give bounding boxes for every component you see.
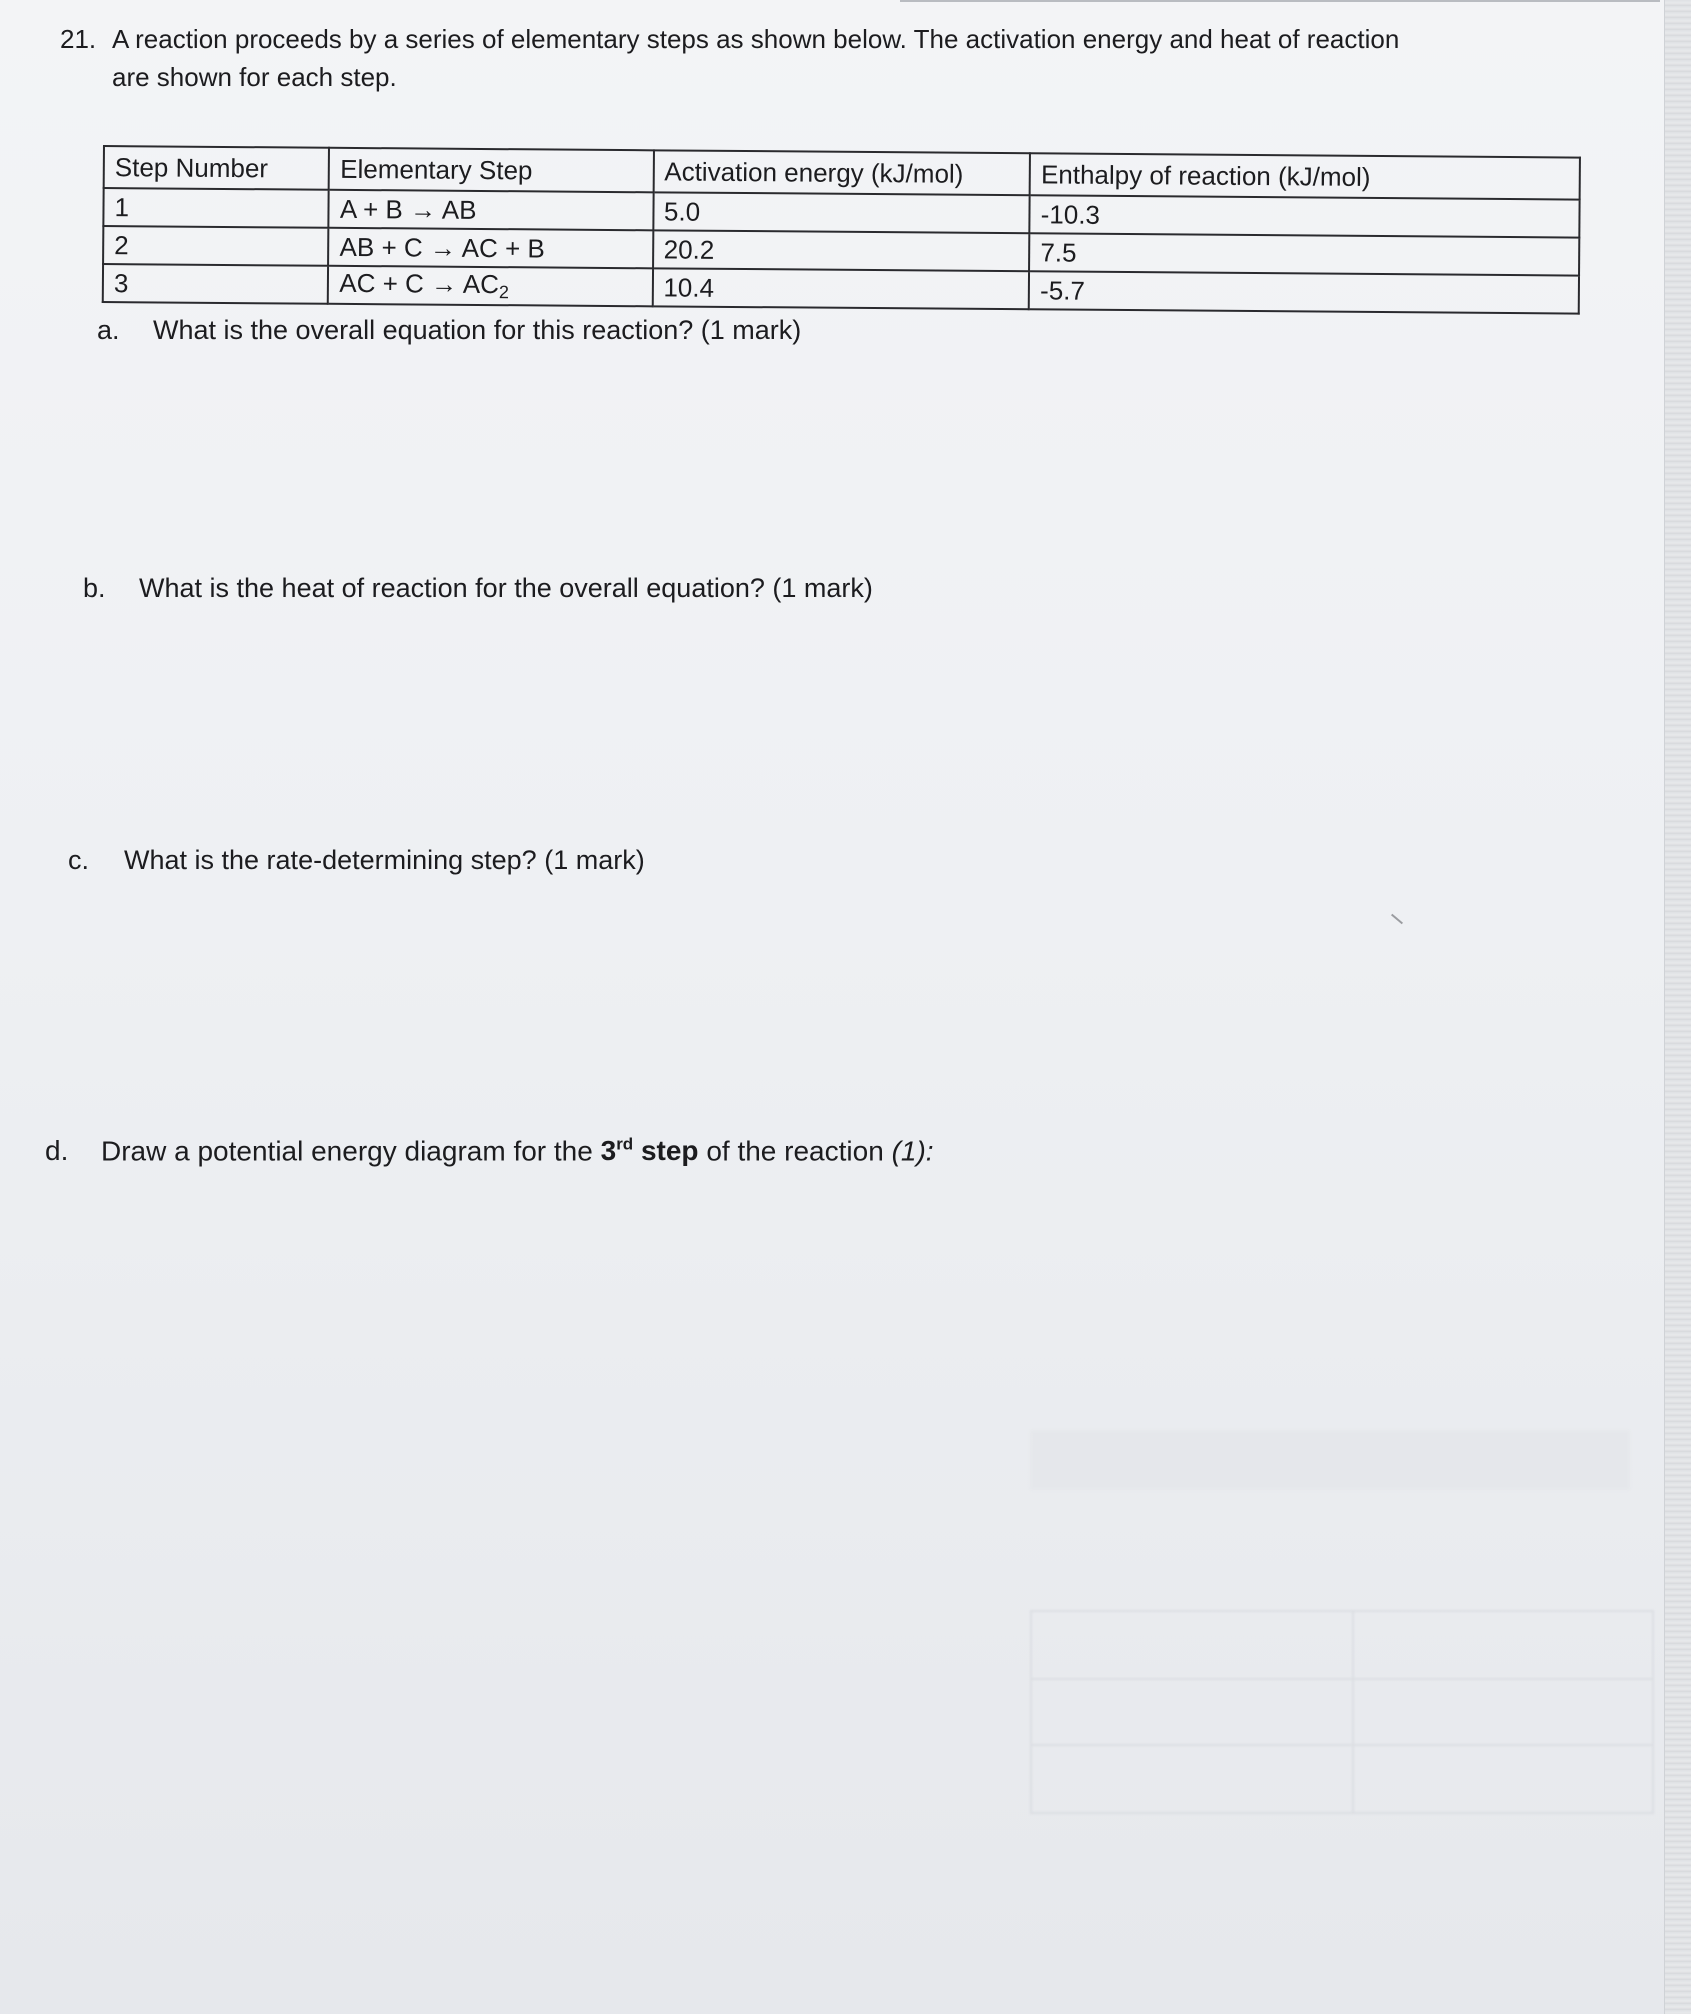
- cell-activation: 20.2: [653, 230, 1030, 271]
- part-a-letter: a.: [97, 315, 120, 345]
- cell-step: 3: [103, 264, 329, 304]
- part-c-text: What is the rate-determining step? (1 mark): [124, 845, 645, 875]
- cell-enthalpy: -10.3: [1030, 195, 1580, 237]
- header-step-number: Step Number: [104, 146, 330, 190]
- header-activation-energy: Activation energy (kJ/mol): [653, 150, 1030, 195]
- page-top-rule: [900, 0, 1660, 2]
- part-d-ordinal-number: 3: [600, 1135, 617, 1167]
- cell-step: 2: [103, 226, 329, 266]
- part-d: [45, 1127, 934, 1169]
- cell-enthalpy: 7.5: [1029, 233, 1579, 275]
- show-through-text: [1030, 1430, 1630, 1490]
- equation-subscript: 2: [498, 282, 510, 303]
- part-b: [83, 570, 873, 606]
- part-d-marks: (1):: [891, 1135, 934, 1167]
- part-c-letter: c.: [68, 845, 90, 875]
- equation-main: AC + C → AC: [339, 267, 500, 300]
- question-text-line2: are shown for each step.: [112, 62, 397, 92]
- part-a-text: What is the overall equation for this reaction? (1 mark): [153, 315, 802, 345]
- cell-equation: AB + C → AC + B: [328, 228, 652, 269]
- cell-step: 1: [103, 188, 329, 228]
- question-number: 21.: [60, 24, 97, 54]
- question-text-line1: A reaction proceeds by a series of elementary steps as shown below. The activation energy and heat of reaction: [112, 24, 1400, 54]
- cell-activation: 10.4: [652, 268, 1029, 309]
- page-edge: [1664, 0, 1691, 2014]
- show-through-table: [1030, 1610, 1654, 1814]
- header-elementary-step: Elementary Step: [329, 148, 653, 193]
- part-d-text-after: of the reaction: [698, 1135, 892, 1167]
- cell-enthalpy: -5.7: [1029, 271, 1579, 313]
- part-d-ordinal: [601, 1135, 699, 1166]
- part-c: [68, 842, 645, 878]
- part-a: [97, 312, 801, 348]
- part-d-step-word: step: [633, 1135, 699, 1167]
- cell-equation: A + B → AB: [329, 190, 653, 231]
- header-enthalpy: Enthalpy of reaction (kJ/mol): [1030, 153, 1580, 199]
- stray-pen-mark: [1391, 914, 1403, 925]
- question-21: [60, 20, 1560, 96]
- part-d-text: Draw a potential energy diagram for the: [101, 1135, 601, 1167]
- part-d-letter: d.: [45, 1135, 69, 1167]
- elementary-steps-table: [102, 145, 1581, 315]
- part-b-letter: b.: [83, 573, 106, 603]
- part-b-text: What is the heat of reaction for the overall equation? (1 mark): [139, 573, 873, 603]
- cell-equation: [328, 266, 652, 307]
- part-d-ordinal-suffix: rd: [616, 1135, 634, 1154]
- cell-activation: 5.0: [653, 192, 1030, 233]
